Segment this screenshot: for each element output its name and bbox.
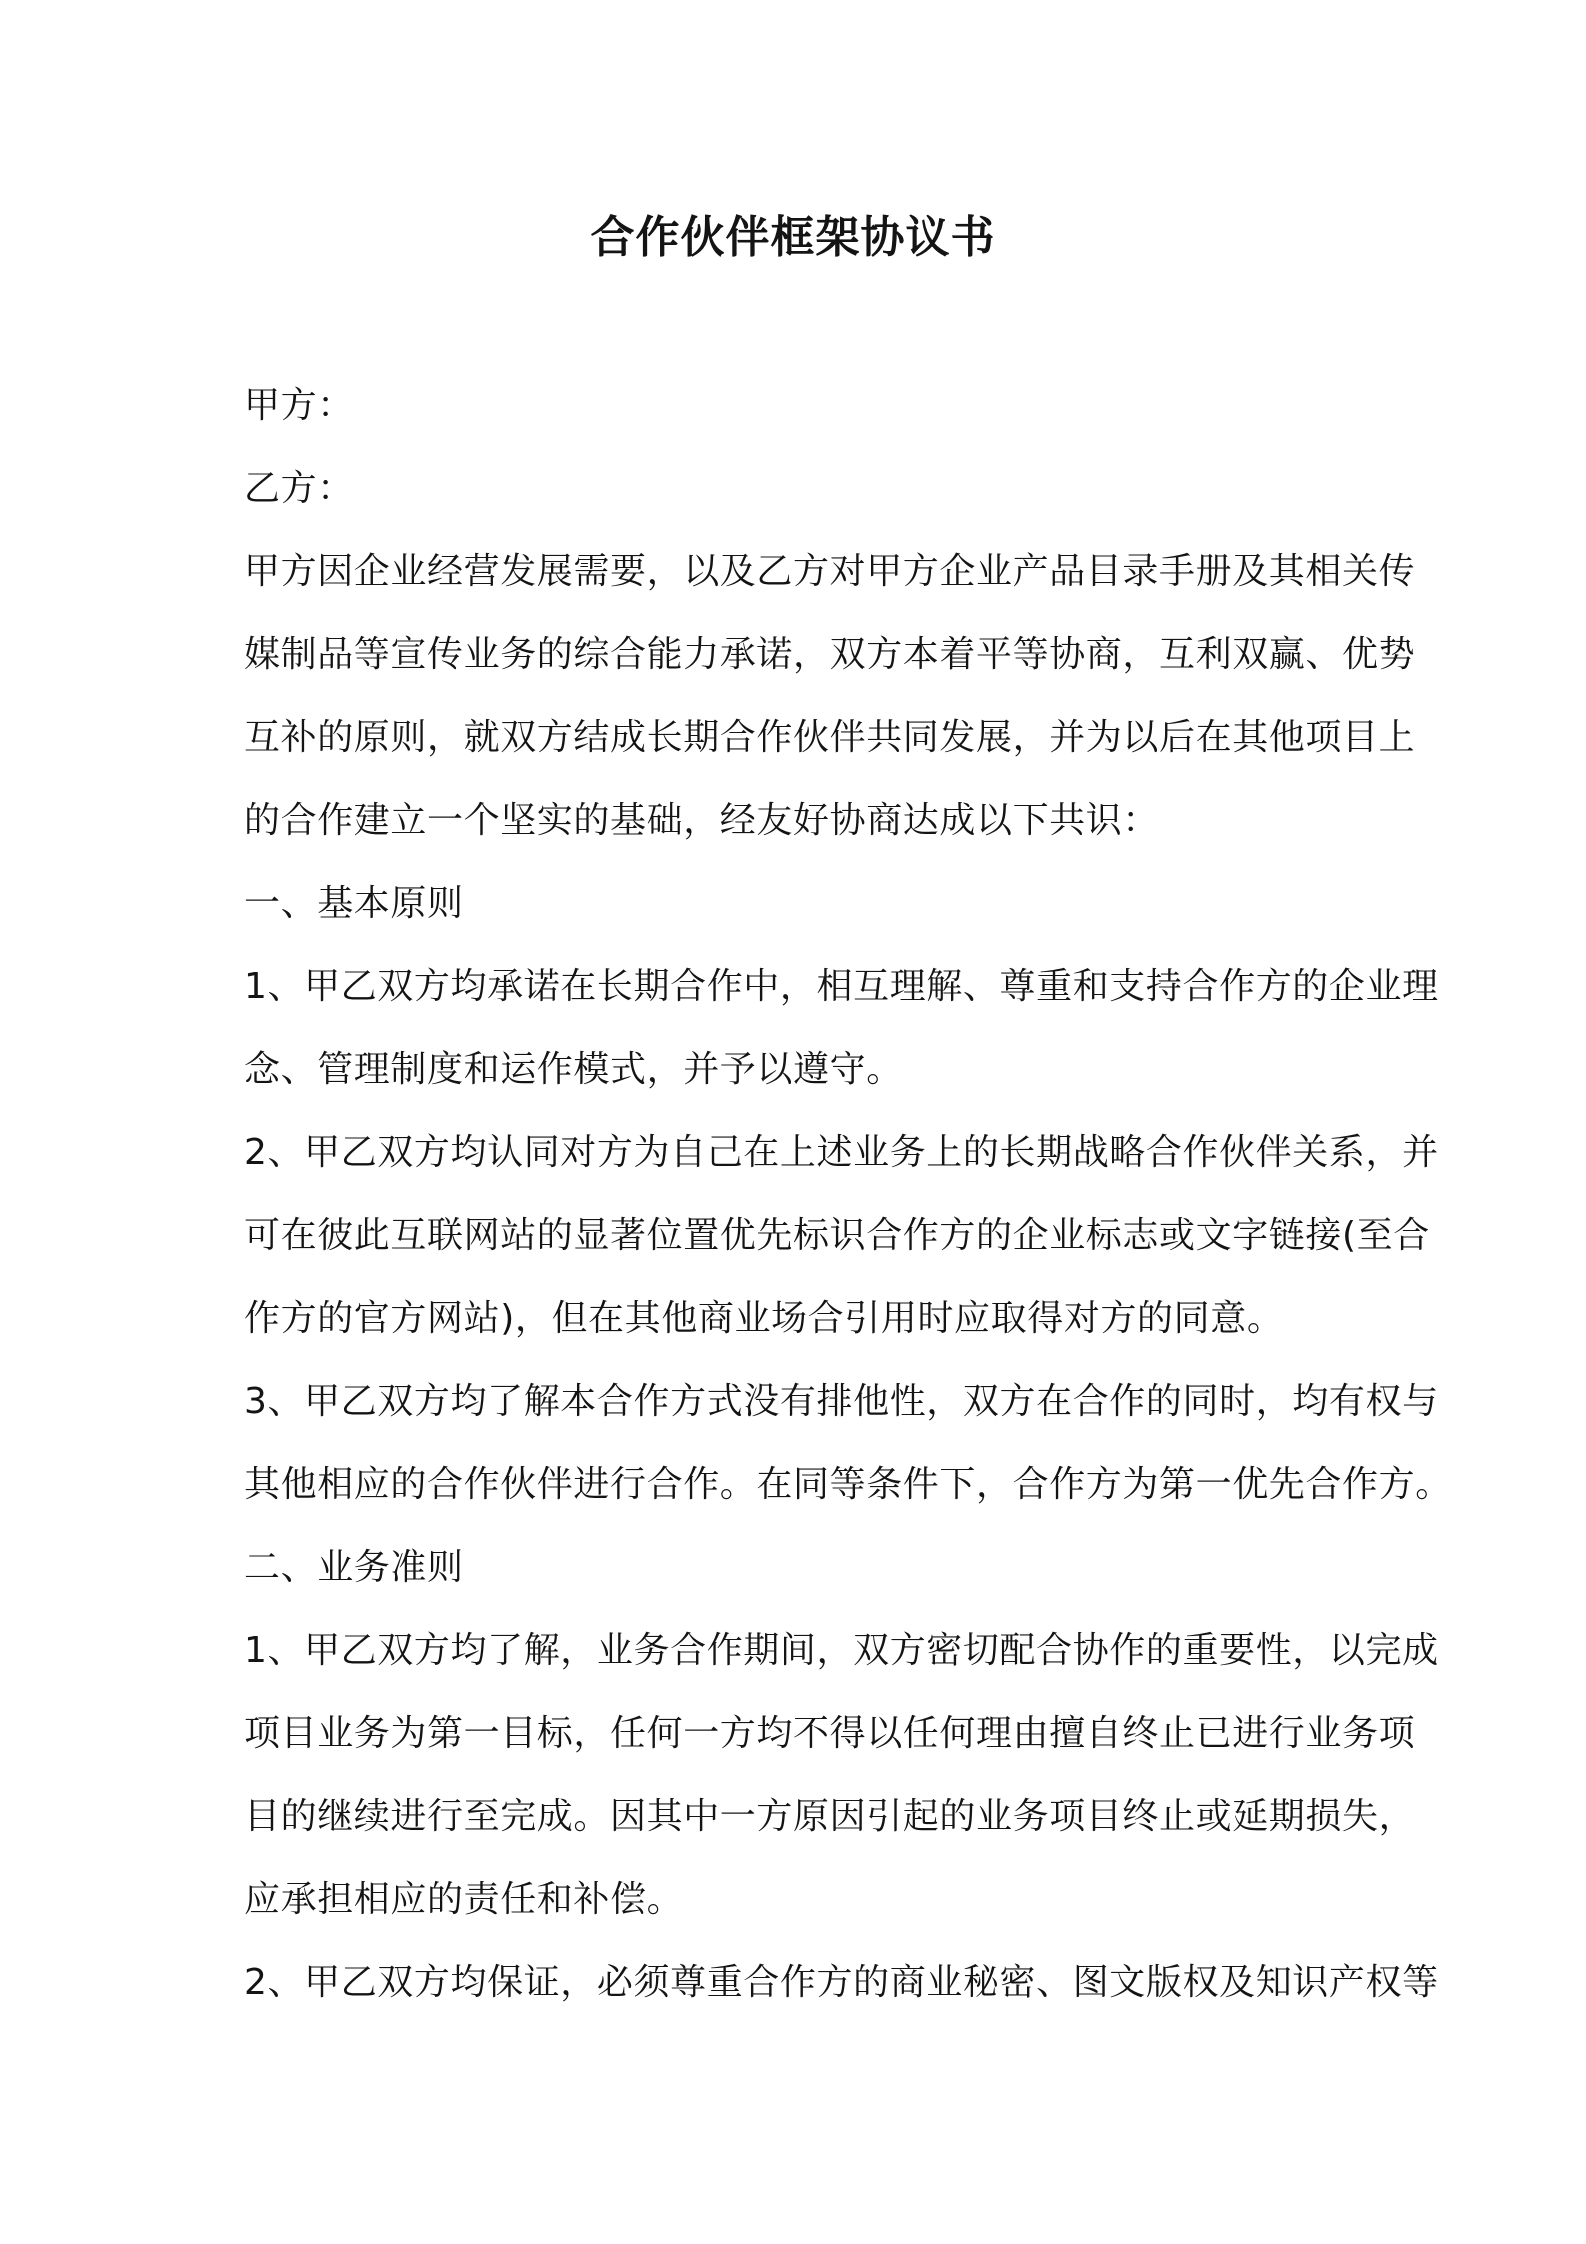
clause-line: 1、甲乙双方均了解，业务合作期间，双方密切配合协作的重要性，以完成 xyxy=(244,1630,1439,1671)
document-title: 合作伙伴框架协议书 xyxy=(590,212,996,263)
clause-line: 作方的官方网站)，但在其他商业场合引用时应取得对方的同意。 xyxy=(244,1298,1284,1339)
section-heading-business-rules: 二、业务准则 xyxy=(244,1547,464,1588)
clause-line: 2、甲乙双方均保证，必须尊重合作方的商业秘密、图文版权及知识产权等 xyxy=(244,1962,1439,2003)
clause-line: 1、甲乙双方均承诺在长期合作中，相互理解、尊重和支持合作方的企业理 xyxy=(244,966,1439,1007)
clause-line: 念、管理制度和运作模式，并予以遵守。 xyxy=(244,1049,903,1090)
clause-line: 3、甲乙双方均了解本合作方式没有排他性，双方在合作的同时，均有权与 xyxy=(244,1381,1439,1422)
clause-line: 可在彼此互联网站的显著位置优先标识合作方的企业标志或文字链接(至合 xyxy=(244,1215,1430,1256)
clause-line: 项目业务为第一目标，任何一方均不得以任何理由擅自终止已进行业务项 xyxy=(244,1713,1416,1754)
document-body xyxy=(244,364,1460,2024)
preamble-line: 甲方因企业经营发展需要，以及乙方对甲方企业产品目录手册及其相关传 xyxy=(244,551,1416,592)
clause-line: 2、甲乙双方均认同对方为自己在上述业务上的长期战略合作伙伴关系，并 xyxy=(244,1132,1439,1173)
section-heading-basic-principles: 一、基本原则 xyxy=(244,883,464,924)
clause-line: 目的继续进行至完成。因其中一方原因引起的业务项目终止或延期损失， xyxy=(244,1796,1416,1837)
preamble-line: 媒制品等宣传业务的综合能力承诺，双方本着平等协商，互利双赢、优势 xyxy=(244,634,1416,675)
preamble-line: 的合作建立一个坚实的基础，经友好协商达成以下共识： xyxy=(244,800,1160,841)
clause-line: 其他相应的合作伙伴进行合作。在同等条件下，合作方为第一优先合作方。 xyxy=(244,1464,1452,1505)
party-a-line: 甲方： xyxy=(244,385,354,426)
party-b-line: 乙方： xyxy=(244,468,354,509)
preamble-line: 互补的原则，就双方结成长期合作伙伴共同发展，并为以后在其他项目上 xyxy=(244,717,1416,758)
clause-line: 应承担相应的责任和补偿。 xyxy=(244,1879,684,1920)
